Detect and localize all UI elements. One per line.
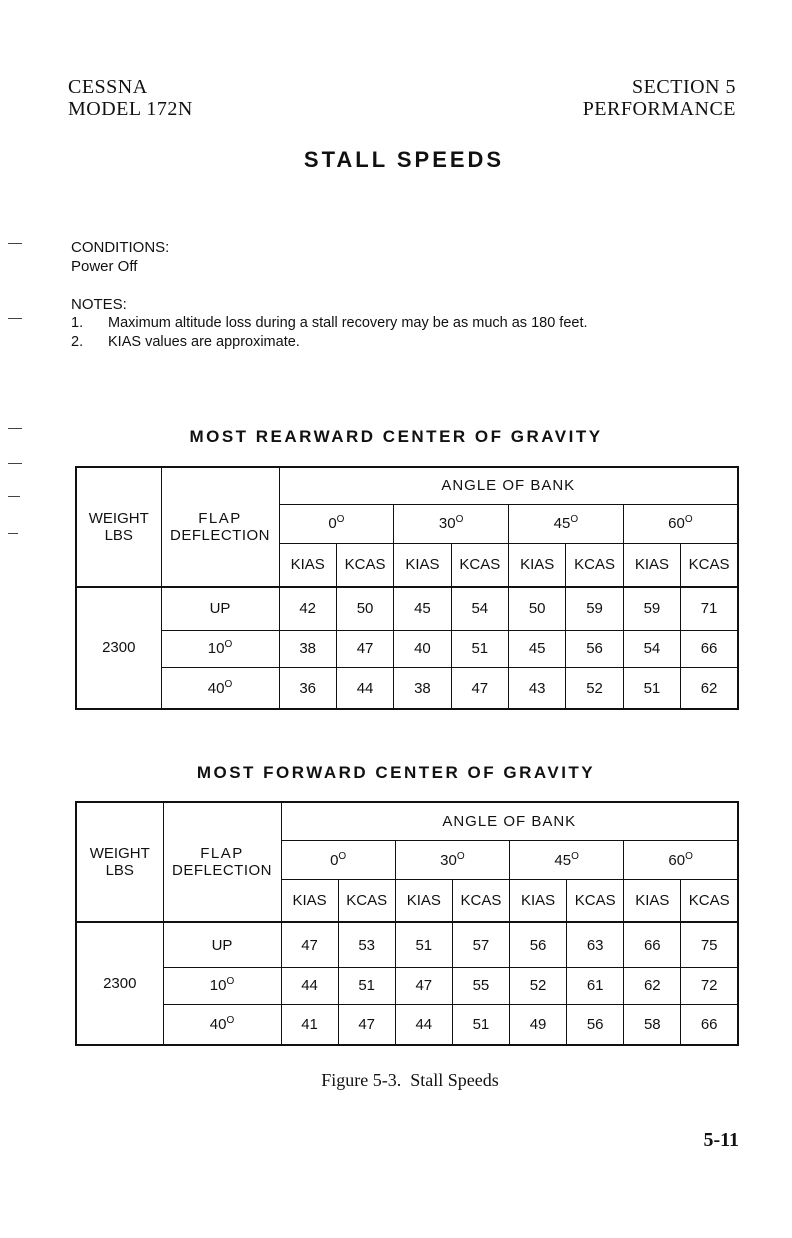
weight-header-line1: WEIGHT bbox=[88, 509, 149, 527]
speed-cell: 66 bbox=[681, 630, 738, 667]
notes-label: NOTES: bbox=[71, 296, 127, 313]
speed-cell: 44 bbox=[281, 967, 338, 1004]
flap-header-line2: DEFLECTION bbox=[171, 862, 272, 880]
speed-cell: 56 bbox=[510, 922, 567, 967]
stall-speed-table-rearward bbox=[75, 466, 739, 710]
note-text: Maximum altitude loss during a stall recovery may be as much as 180 feet. bbox=[108, 315, 588, 331]
speed-cell: 38 bbox=[394, 668, 451, 709]
margin-mark bbox=[8, 243, 22, 244]
speed-cell: 75 bbox=[681, 922, 738, 967]
speed-cell: 63 bbox=[567, 922, 624, 967]
kcas-header: KCAS bbox=[451, 544, 508, 587]
speed-cell: 51 bbox=[452, 1004, 509, 1045]
speed-cell: 41 bbox=[281, 1004, 338, 1045]
flap-setting bbox=[161, 630, 279, 667]
speed-cell: 61 bbox=[567, 967, 624, 1004]
degree-mark: O bbox=[684, 514, 693, 526]
conditions-value: Power Off bbox=[71, 258, 138, 275]
figure-caption: Figure 5-3. Stall Speeds bbox=[321, 1070, 499, 1090]
model-name: MODEL 172N bbox=[68, 98, 193, 120]
bank-angle-45 bbox=[509, 504, 624, 543]
bank-angle-60 bbox=[624, 841, 738, 880]
degree-mark: O bbox=[226, 1014, 235, 1026]
speed-cell: 55 bbox=[452, 967, 509, 1004]
bank-angle-60 bbox=[623, 504, 738, 543]
section-number: SECTION 5 bbox=[632, 76, 736, 98]
flap-setting-value: 10 bbox=[209, 977, 227, 995]
speed-cell: 57 bbox=[452, 922, 509, 967]
flap-header bbox=[163, 802, 281, 922]
degree-mark: O bbox=[570, 514, 579, 526]
kias-header: KIAS bbox=[279, 544, 336, 587]
speed-cell: 52 bbox=[566, 668, 623, 709]
kias-header: KIAS bbox=[509, 544, 566, 587]
speed-cell: 56 bbox=[567, 1004, 624, 1045]
bank-angle-30 bbox=[394, 504, 509, 543]
page-number: 5-11 bbox=[703, 1129, 739, 1151]
speed-cell: 47 bbox=[338, 1004, 395, 1045]
speed-cell: 66 bbox=[681, 1004, 738, 1045]
speed-cell: 49 bbox=[510, 1004, 567, 1045]
flap-setting-value: 40 bbox=[209, 1015, 227, 1033]
speed-cell: 50 bbox=[336, 587, 393, 630]
speed-cell: 43 bbox=[509, 668, 566, 709]
degree-mark: O bbox=[455, 514, 464, 526]
speed-cell: 36 bbox=[279, 668, 336, 709]
flap-header-line1: FLAP bbox=[198, 509, 242, 527]
bank-angle-value: 30 bbox=[440, 851, 457, 869]
notes-block bbox=[71, 295, 588, 352]
bank-angle-value: 0 bbox=[328, 515, 337, 533]
weight-header-line1: WEIGHT bbox=[89, 845, 150, 863]
speed-cell: 45 bbox=[394, 587, 451, 630]
degree-mark: O bbox=[224, 639, 233, 651]
angle-of-bank-header: ANGLE OF BANK bbox=[281, 802, 738, 841]
speed-cell: 50 bbox=[509, 587, 566, 630]
angle-of-bank-header: ANGLE OF BANK bbox=[279, 467, 738, 504]
speed-cell: 51 bbox=[338, 967, 395, 1004]
bank-angle-value: 60 bbox=[668, 515, 685, 533]
flap-header-line2: DEFLECTION bbox=[169, 526, 270, 544]
margin-mark bbox=[8, 496, 20, 497]
flap-setting: UP bbox=[163, 922, 281, 967]
kias-header: KIAS bbox=[510, 880, 567, 923]
speed-cell: 54 bbox=[451, 587, 508, 630]
bank-angle-value: 45 bbox=[553, 515, 571, 533]
bank-angle-45 bbox=[510, 841, 624, 880]
table-row bbox=[76, 587, 738, 630]
speed-cell: 42 bbox=[279, 587, 336, 630]
speed-cell: 44 bbox=[395, 1004, 452, 1045]
weight-header-line2: LBS bbox=[104, 526, 133, 544]
table-row bbox=[76, 630, 738, 667]
table-row bbox=[76, 668, 738, 709]
speed-cell: 56 bbox=[566, 630, 623, 667]
note-number: 1. bbox=[71, 315, 84, 331]
flap-setting bbox=[161, 668, 279, 709]
speed-cell: 72 bbox=[681, 967, 738, 1004]
kias-header: KIAS bbox=[623, 544, 680, 587]
speed-cell: 53 bbox=[338, 922, 395, 967]
page-title: STALL SPEEDS bbox=[303, 147, 505, 172]
speed-cell: 51 bbox=[623, 668, 680, 709]
kcas-header: KCAS bbox=[567, 880, 624, 923]
flap-setting: UP bbox=[161, 587, 279, 630]
speed-cell: 44 bbox=[336, 668, 393, 709]
rearward-cg-title: MOST REARWARD CENTER OF GRAVITY bbox=[189, 427, 603, 446]
stall-speed-table-forward bbox=[75, 801, 739, 1046]
note-text: KIAS values are approximate. bbox=[108, 334, 300, 350]
speed-cell: 47 bbox=[451, 668, 508, 709]
kcas-header: KCAS bbox=[681, 880, 738, 923]
flap-setting bbox=[163, 1004, 281, 1045]
degree-mark: O bbox=[456, 850, 465, 862]
speed-cell: 38 bbox=[279, 630, 336, 667]
degree-mark: O bbox=[338, 850, 347, 862]
weight-header-line2: LBS bbox=[105, 862, 134, 880]
flap-setting-value: 40 bbox=[207, 679, 225, 697]
table-row bbox=[76, 922, 738, 967]
section-name: PERFORMANCE bbox=[582, 98, 736, 120]
weight-header bbox=[76, 467, 161, 587]
margin-mark bbox=[8, 463, 22, 464]
degree-mark: O bbox=[685, 850, 693, 862]
weight-header bbox=[76, 802, 163, 922]
speed-cell: 40 bbox=[394, 630, 451, 667]
speed-cell: 59 bbox=[566, 587, 623, 630]
running-header-right bbox=[583, 76, 736, 120]
bank-angle-value: 0 bbox=[330, 851, 339, 869]
speed-cell: 47 bbox=[395, 967, 452, 1004]
running-header-left bbox=[68, 76, 193, 120]
speed-cell: 58 bbox=[624, 1004, 681, 1045]
note-number: 2. bbox=[71, 334, 84, 350]
speed-cell: 51 bbox=[395, 922, 452, 967]
table-row bbox=[76, 1004, 738, 1045]
kcas-header: KCAS bbox=[681, 544, 738, 587]
forward-cg-title: MOST FORWARD CENTER OF GRAVITY bbox=[196, 763, 596, 782]
manufacturer-name: CESSNA bbox=[68, 76, 148, 98]
margin-mark bbox=[8, 318, 22, 319]
degree-mark: O bbox=[226, 976, 235, 988]
kcas-header: KCAS bbox=[336, 544, 393, 587]
speed-cell: 71 bbox=[681, 587, 738, 630]
kias-header: KIAS bbox=[281, 880, 338, 923]
flap-setting-value: 10 bbox=[207, 640, 225, 658]
speed-cell: 47 bbox=[281, 922, 338, 967]
speed-cell: 54 bbox=[623, 630, 680, 667]
bank-angle-value: 45 bbox=[554, 851, 572, 869]
degree-mark: O bbox=[224, 678, 233, 690]
bank-angle-value: 60 bbox=[668, 851, 686, 869]
margin-mark bbox=[8, 533, 18, 534]
weight-value: 2300 bbox=[76, 922, 163, 1045]
kcas-header: KCAS bbox=[452, 880, 509, 923]
speed-cell: 62 bbox=[681, 668, 738, 709]
speed-cell: 47 bbox=[336, 630, 393, 667]
kcas-header: KCAS bbox=[338, 880, 395, 923]
kcas-header: KCAS bbox=[566, 544, 623, 587]
weight-value: 2300 bbox=[76, 587, 161, 709]
degree-mark: O bbox=[336, 514, 345, 526]
kias-header: KIAS bbox=[395, 880, 452, 923]
table-row bbox=[76, 967, 738, 1004]
speed-cell: 66 bbox=[624, 922, 681, 967]
flap-setting bbox=[163, 967, 281, 1004]
bank-angle-value: 30 bbox=[438, 515, 456, 533]
bank-angle-0 bbox=[279, 504, 394, 543]
conditions-label: CONDITIONS: bbox=[71, 239, 170, 256]
note-item bbox=[71, 314, 588, 333]
speed-cell: 45 bbox=[509, 630, 566, 667]
flap-header bbox=[161, 467, 279, 587]
bank-angle-30 bbox=[395, 841, 509, 880]
speed-cell: 62 bbox=[624, 967, 681, 1004]
speed-cell: 51 bbox=[451, 630, 508, 667]
conditions-block bbox=[71, 238, 169, 276]
speed-cell: 52 bbox=[510, 967, 567, 1004]
degree-mark: O bbox=[571, 850, 579, 862]
speed-cell: 59 bbox=[623, 587, 680, 630]
kias-header: KIAS bbox=[624, 880, 681, 923]
flap-header-line1: FLAP bbox=[200, 845, 244, 863]
kias-header: KIAS bbox=[394, 544, 451, 587]
bank-angle-0 bbox=[281, 841, 395, 880]
note-item bbox=[71, 333, 588, 352]
